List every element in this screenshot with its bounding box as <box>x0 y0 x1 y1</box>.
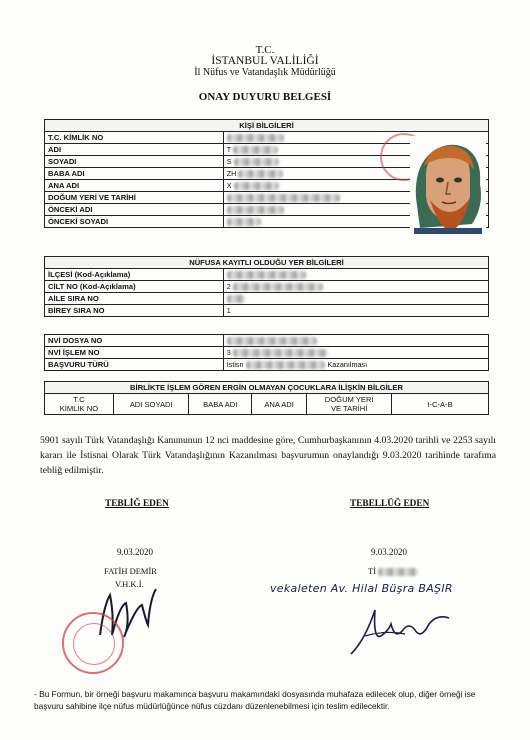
body-paragraph: 5901 sayılı Türk Vatandaşlığı Kanununun 12 nci maddesine göre, Cumhurbaşkanının 4.03.2020 tarihli ve 2253 sayılı kararı ile İstisnai Olarak Türk Vatandaşlığının Kazanılması başvurumun onaylandığı 9.03.2020 tarihinde tarafıma tebliğ edilmiştir. <box>40 435 496 476</box>
row-value-text: T <box>226 145 232 154</box>
children-table <box>44 381 489 415</box>
row-value <box>223 359 488 371</box>
header-tc: T.C. <box>255 44 275 56</box>
row-label: BAŞVURU TÜRÜ <box>45 359 224 371</box>
row-value-text: ZH <box>226 169 237 178</box>
children-col-birth-line2: VE TARİHİ <box>330 404 368 413</box>
redacted-mark <box>234 158 279 166</box>
redacted-mark <box>378 568 418 576</box>
row-label: SOYADI <box>45 156 224 168</box>
handwritten-proxy-note: vekaleten Av. Hilal Büşra BAŞIR <box>270 582 453 595</box>
right-signer-name <box>368 566 418 576</box>
row-label: NVİ DOSYA NO <box>45 335 224 347</box>
redacted-mark <box>246 361 325 369</box>
right-date: 9.03.2020 <box>371 547 407 557</box>
redacted-mark <box>233 349 328 357</box>
row-label: AİLE SIRA NO <box>45 293 224 305</box>
children-col-birth <box>307 394 392 415</box>
process-table <box>44 334 489 371</box>
row-label: BABA ADI <box>45 168 224 180</box>
redacted-mark <box>227 337 317 345</box>
table-row <box>45 359 489 371</box>
row-label: ADI <box>45 144 224 156</box>
row-value <box>223 281 488 293</box>
redacted-mark <box>233 146 278 154</box>
row-value <box>223 293 488 305</box>
left-signer-name: FATİH DEMİR <box>104 566 157 576</box>
redacted-mark <box>227 134 284 142</box>
row-value-text: S <box>226 157 232 166</box>
row-label: BİREY SIRA NO <box>45 305 224 317</box>
children-section-title: BİRLİKTE İŞLEM GÖREN ERGİN OLMAYAN ÇOCUKLARA İLİŞKİN BİLGİLER <box>45 382 489 394</box>
official-stamp <box>62 612 124 674</box>
row-value-text: 1 <box>226 306 231 315</box>
document-title: ONAY DUYURU BELGESİ <box>198 91 332 103</box>
redacted-mark <box>227 206 284 214</box>
table-row <box>45 269 489 281</box>
footnote: - Bu Formun, bir örneği başvuru makamınca başvuru makamındaki dosyasında muhafaza edilecek olup, diğer örneği ise başvuru sahibine ilçe nüfus müdürlüğünce nüfus cüzdanı düzenlenebilmesi için teslim edilecektir. <box>34 689 476 711</box>
table-row <box>45 335 489 347</box>
redacted-mark <box>227 218 261 226</box>
row-value-text: 2 <box>226 282 231 291</box>
registry-table <box>44 256 489 317</box>
table-row <box>45 305 489 317</box>
registry-section-title: NÜFUSA KAYITLI OLDUĞU YER BİLGİLERİ <box>45 257 489 269</box>
table-row <box>45 347 489 359</box>
table-row <box>45 281 489 293</box>
redacted-mark <box>227 295 245 303</box>
row-value-text: İstisn <box>226 360 244 369</box>
right-signature <box>345 600 455 660</box>
row-value <box>223 335 488 347</box>
redacted-mark <box>233 283 323 291</box>
children-col-tc <box>45 394 114 415</box>
children-col-mother: ANA ADI <box>251 394 306 415</box>
children-col-icab: I-C-A-B <box>392 394 489 415</box>
children-col-name: ADI SOYADI <box>113 394 189 415</box>
right-signer-name-visible: Tİ <box>368 566 377 576</box>
redacted-mark <box>227 194 340 202</box>
teblig-eden-label: TEBLİĞ EDEN <box>105 499 169 509</box>
row-label: DOĞUM YERİ VE TARİHİ <box>45 192 224 204</box>
redacted-mark <box>227 271 306 279</box>
redacted-mark <box>234 182 279 190</box>
tebelluq-eden-label: TEBELLÜĞ EDEN <box>350 499 430 509</box>
official-stamp-inner <box>73 623 115 665</box>
row-label: ÖNCEKİ ADI <box>45 204 224 216</box>
header-valilik: İSTANBUL VALİLİĞİ <box>211 55 319 67</box>
personal-section-title: KİŞİ BİLGİLERİ <box>45 120 489 132</box>
left-signer-role: V.H.K.İ. <box>115 579 144 589</box>
row-label: CİLT NO (Kod-Açıklama) <box>45 281 224 293</box>
table-row <box>45 293 489 305</box>
children-col-tc-line2: KİMLİK NO <box>59 404 99 413</box>
row-value <box>223 347 488 359</box>
portrait-photo <box>410 136 486 234</box>
left-date: 9.03.2020 <box>117 547 153 557</box>
row-value-text: 3 <box>226 348 231 357</box>
redacted-mark <box>238 170 283 178</box>
row-label: ÖNCEKİ SOYADI <box>45 216 224 228</box>
row-value <box>223 305 488 317</box>
row-label: T.C. KİMLİK NO <box>45 132 224 144</box>
row-value-suffix: Kazanılması <box>327 360 368 369</box>
row-value-text: X <box>226 181 232 190</box>
header-mudurluk: İl Nüfus ve Vatandaşlık Müdürlüğü <box>194 67 336 78</box>
children-col-tc-line1: T.C <box>73 395 85 404</box>
row-value <box>223 269 488 281</box>
children-col-father: BABA ADI <box>189 394 251 415</box>
row-label: ANA ADI <box>45 180 224 192</box>
row-label: İLÇESİ (Kod-Açıklama) <box>45 269 224 281</box>
row-label: NVİ İŞLEM NO <box>45 347 224 359</box>
children-col-birth-line1: DOĞUM YERİ <box>324 395 374 404</box>
